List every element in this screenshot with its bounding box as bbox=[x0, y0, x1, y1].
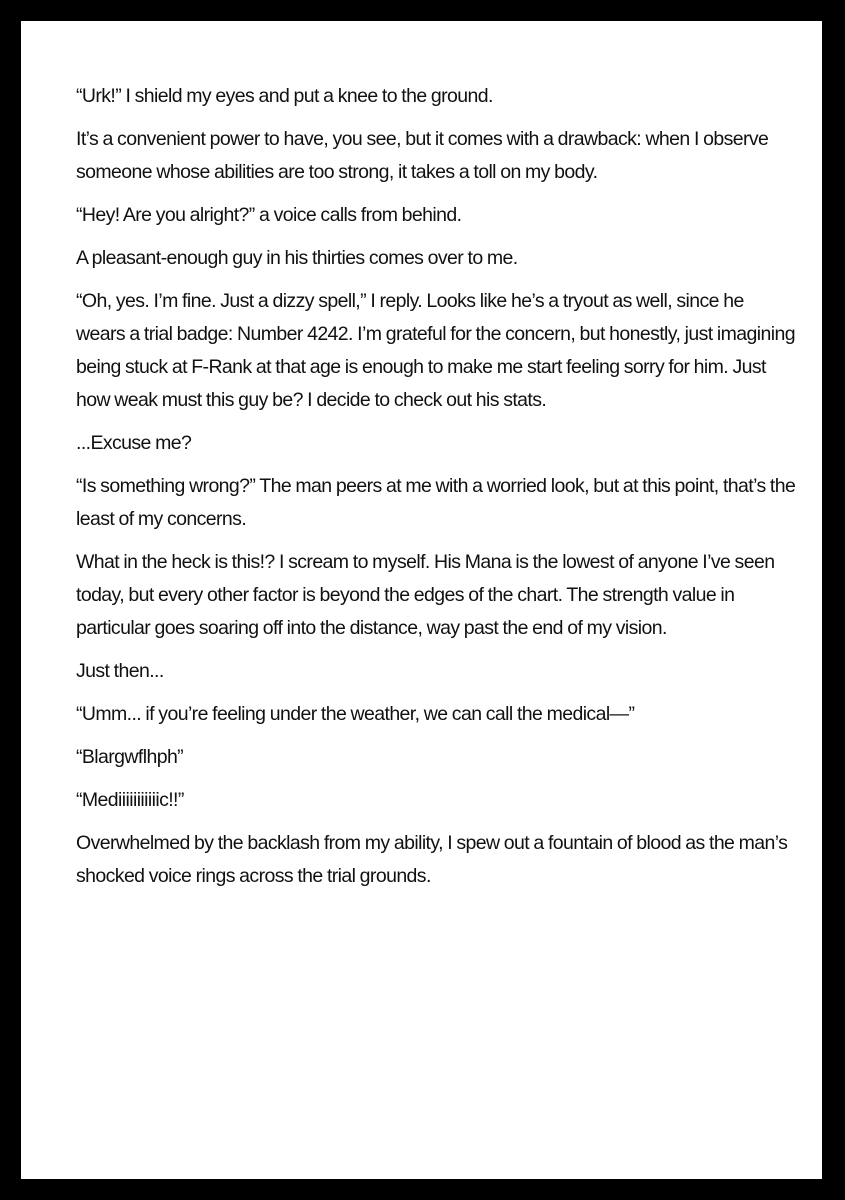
paragraph-9: Just then... bbox=[76, 660, 164, 682]
body-text bbox=[76, 80, 796, 903]
paragraph-1: “Urk!” I shield my eyes and put a knee to the ground. bbox=[76, 85, 493, 107]
paragraph-11: “Blargwflhph” bbox=[76, 746, 184, 768]
paragraph-12: “Mediiiiiiiiiiic!!” bbox=[76, 789, 184, 811]
paragraph-5: “Oh, yes. I’m fine. Just a dizzy spell,” I reply. Looks like he’s a tryout as well, since he wears a trial badge: Number 4242. I’m grateful for the concern, but honestly, just imagining being stuck at F-Rank at that age is enough to make me start feeling sorry for him. Just how weak must this guy be? I decide to check out his stats. bbox=[76, 290, 795, 411]
paragraph-4: A pleasant-enough guy in his thirties comes over to me. bbox=[76, 247, 518, 269]
paragraph-3: “Hey! Are you alright?” a voice calls from behind. bbox=[76, 204, 462, 226]
paragraph-6: ...Excuse me? bbox=[76, 432, 192, 454]
document-page bbox=[21, 21, 822, 1179]
paragraph-8: What in the heck is this!? I scream to myself. His Mana is the lowest of anyone I’ve seen today, but every other factor is beyond the edges of the chart. The strength value in particular goes soaring off into the distance, way past the end of my vision. bbox=[76, 551, 775, 639]
paragraph-13: Overwhelmed by the backlash from my ability, I spew out a fountain of blood as the man’s shocked voice rings across the trial grounds. bbox=[76, 832, 788, 887]
paragraph-2: It’s a convenient power to have, you see, but it comes with a drawback: when I observe someone whose abilities are too strong, it takes a toll on my body. bbox=[76, 128, 769, 183]
paragraph-10: “Umm... if you’re feeling under the weather, we can call the medical—” bbox=[76, 703, 635, 725]
paragraph-7: “Is something wrong?” The man peers at me with a worried look, but at this point, that’s the least of my concerns. bbox=[76, 475, 796, 530]
